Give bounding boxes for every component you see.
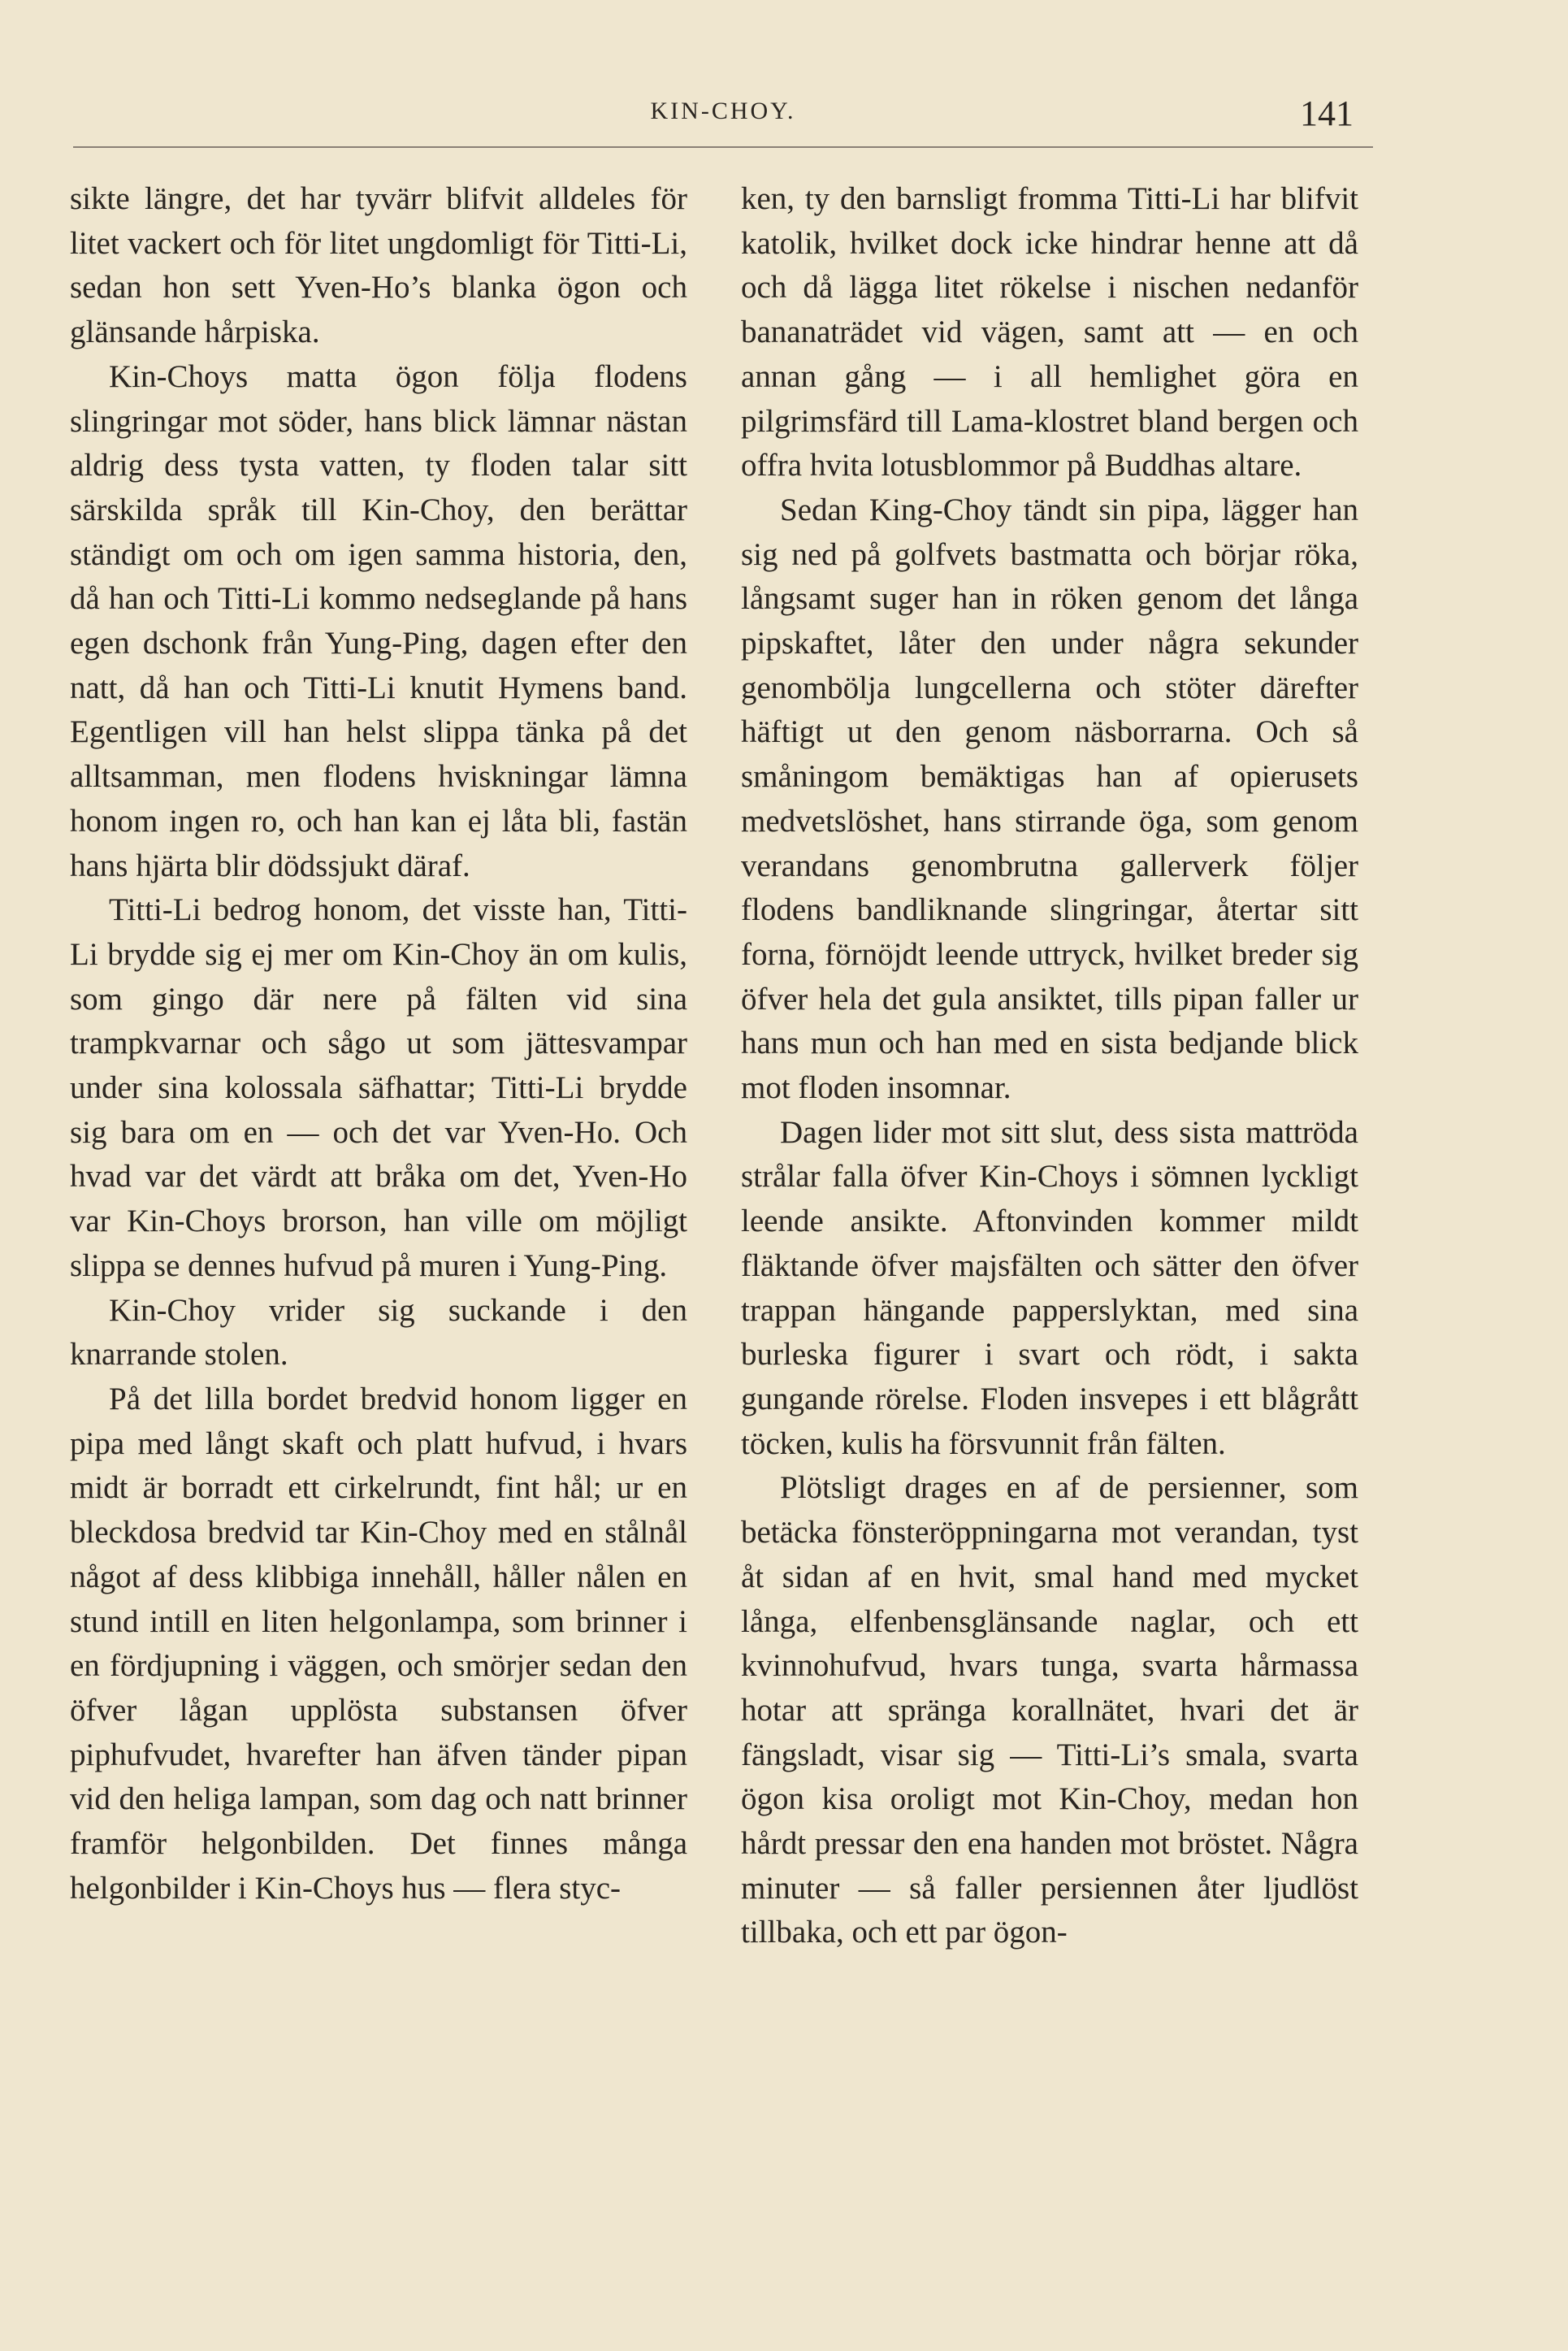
header-rule: [73, 146, 1373, 148]
paragraph: Titti-Li bedrog honom, det visste han, Titti-Li brydde sig ej mer om Kin-Choy än om kulis, som gingo där nere på fälten vid sina trampkvarnar och sågo ut som jättesvampar under sina kolossala säfhattar; Titti-Li brydde sig bara om en — och det var Yven-Ho. Och hvad var det värdt att bråka om det, Yven-Ho var Kin-Choys brorson, han ville om möjligt slippa se dennes hufvud på muren i Yung-Ping.: [70, 892, 687, 1283]
paragraph: Kin-Choys matta ögon följa flodens slingringar mot söder, hans blick lämnar nästan aldrig dess tysta vatten, ty floden talar sitt särskilda språk till Kin-Choy, den berättar ständigt om och om igen samma historia, den, då han och Titti-Li kommo nedseglande på hans egen dschonk från Yung-Ping, dagen efter den natt, då han och Titti-Li knutit Hymens band. Egentligen vill han helst slippa tänka på det alltsamman, men flodens hviskningar lämna honom ingen ro, och han kan ej låta bli, fastän hans hjärta blir dödssjukt däraf.: [70, 358, 687, 883]
running-title: KIN-CHOY.: [650, 98, 796, 124]
right-column: [741, 177, 1358, 2209]
paragraph: Dagen lider mot sitt slut, dess sista mattröda strålar falla öfver Kin-Choys i sömnen lyckligt leende ansikte. Aftonvinden kommer mildt fläktande öfver majsfälten och sätter den öfver trappan hängande papperslyktan, med sina burleska figurer i svart och rödt, i sakta gungande rörelse. Floden insvepes i ett blågrått töcken, kulis ha försvunnit från fälten.: [741, 1114, 1358, 1461]
page-header: [0, 93, 1568, 146]
paragraph: sikte längre, det har tyvärr blifvit alldeles för litet vackert och för litet ungdomligt för Titti-Li, sedan hon sett Yven-Ho’s blanka ögon och glänsande hårpiska.: [70, 181, 687, 350]
paragraph: Kin-Choy vrider sig suckande i den knarrande stolen.: [70, 1292, 687, 1373]
paragraph: Plötsligt drages en af de persienner, som betäcka fönsteröppningarna mot verandan, tyst åt sidan af en hvit, smal hand med mycket långa, elfenbensglänsande naglar, och ett kvinnohufvud, hvars tunga, svarta hårmassa hotar att spränga korallnätet, hvari det är fängsladt, visar sig — Titti-Li’s smala, svarta ögon kisa oroligt mot Kin-Choy, medan hon hårdt pressar den ena handen mot bröstet. Några minuter — så faller persiennen åter ljudlöst tillbaka, och ett par ögon-: [741, 1470, 1358, 1950]
left-column: [70, 177, 687, 2209]
paragraph: På det lilla bordet bredvid honom ligger en pipa med långt skaft och platt hufvud, i hvars midt är borradt ett cirkelrundt, fint hål; ur en bleckdosa bredvid tar Kin-Choy med en stålnål något af dess klibbiga innehåll, håller nålen en stund intill en liten helgonlampa, som brinner i en fördjupning i väggen, och smörjer sedan den öfver lågan upplösta substansen öfver piphufvudet, hvarefter han äfven tänder pipan vid den heliga lampan, som dag och natt brinner framför helgonbilden. Det finnes många helgonbilder i Kin-Choys hus — flera styc-: [70, 1381, 687, 1906]
paragraph: Sedan King-Choy tändt sin pipa, lägger han sig ned på golfvets bastmatta och börjar röka, långsamt suger han in röken genom det långa pipskaftet, låter den under några sekunder genombölja lungcellerna och stöter därefter häftigt ut den genom näsborrarna. Och så småningom bemäktigas han af opierusets medvetslöshet, hans stirrande öga, som genom verandans genombrutna gallerverk följer flodens bandliknande slingringar, återtar sitt forna, förnöjdt leende uttryck, hvilket breder sig öfver hela det gula ansiktet, tills pipan faller ur hans mun och han med en sista bedjande blick mot floden insomnar.: [741, 492, 1358, 1106]
paragraph: ken, ty den barnsligt fromma Titti-Li har blifvit katolik, hvilket dock icke hindrar henne att då och då lägga litet rökelse i nischen nedanför bananaträdet vid vägen, samt att — en och annan gång — i all hemlighet göra en pilgrimsfärd till Lama-klostret bland bergen och offra hvita lotusblommor på Buddhas altare.: [741, 181, 1358, 484]
page-number: 141: [1300, 93, 1354, 133]
